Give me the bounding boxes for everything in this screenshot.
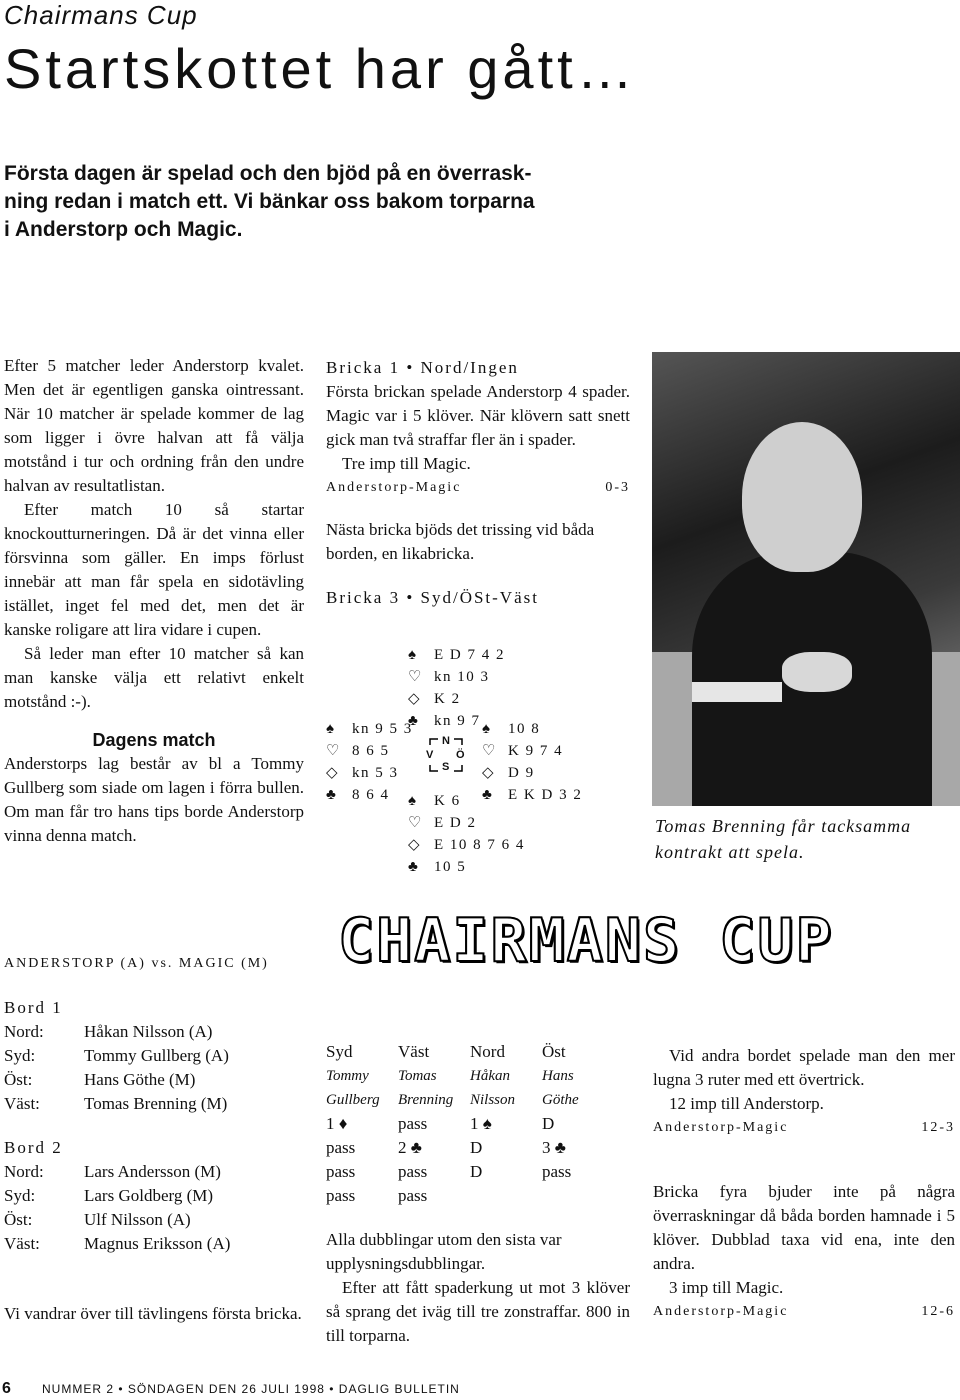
seat-row: Öst: Ulf Nilsson (A) xyxy=(4,1210,191,1229)
score-value: 0-3 xyxy=(605,480,630,495)
deal-west: ♠ kn 9 5 3 ♡ 8 6 5 ◇ kn 5 3 ♣ 8 6 4 xyxy=(326,721,413,803)
seat-row: Nord: Håkan Nilsson (A) xyxy=(4,1022,213,1041)
body-paragraph: 12 imp till Anderstorp. xyxy=(669,1094,824,1113)
score-label: Anderstorp-Magic xyxy=(326,480,462,495)
lead-line: Första dagen är spelad och den bjöd på en överrask- xyxy=(4,162,532,185)
body-paragraph: Tre imp till Magic. xyxy=(342,454,471,473)
lead-line: ning redan i match ett. Vi bänkar oss bakom torparna xyxy=(4,190,535,213)
compass-west: V xyxy=(426,749,434,761)
boards-list xyxy=(4,996,308,1326)
compass-east: Ö xyxy=(456,749,465,761)
score-line xyxy=(326,476,630,500)
score-label: Anderstorp-Magic xyxy=(653,1120,789,1135)
compass-north: N xyxy=(442,735,450,747)
compass-south: S xyxy=(442,761,450,773)
board-heading: Bricka 3 • Syd/ÖSt-Väst xyxy=(326,588,539,607)
body-paragraph: Första brickan spelade Anderstorp 4 spader. Magic var i 5 klöver. När klövern satt snett gick man två straffar fler än i spader. xyxy=(326,382,630,449)
body-paragraph: Alla dubblingar utom den sista var upplysningsdubblingar. xyxy=(326,1230,562,1273)
body-paragraph: Vi vandrar över till tävlingens första bricka. xyxy=(4,1304,302,1323)
deal-north: ♠ E D 7 4 2 ♡ kn 10 3 ◇ K 2 ♣ kn 9 7 xyxy=(408,647,505,729)
body-paragraph: Anderstorps lag består av bl a Tommy Gullberg som siade om lagen i förra bullen. Om man får tro hans tips borde Anderstorp vinna denna match. xyxy=(4,754,304,845)
compass-diagram xyxy=(428,737,464,773)
body-paragraph: Efter att fått spaderkung ut mot 3 klöver så sprang det iväg till tre zonstraffar. 800 in till torparna. xyxy=(326,1278,630,1345)
seat-row: Väst: Tomas Brenning (M) xyxy=(4,1094,228,1113)
board-heading: Bord 1 xyxy=(4,998,63,1017)
board-heading: Bord 2 xyxy=(4,1138,63,1157)
score-line xyxy=(653,1116,955,1140)
page-title: Startskottet har gått… xyxy=(4,37,637,100)
body-paragraph: Efter match 10 så startar knockoutturneringen. Då är det vinna eller försvinna som gäller. En imps förlust innebär att man får spela en sidotävling istället, inget fel med det, men det är kanske roligare att lira vidare i cupen. xyxy=(4,500,304,639)
score-label: Anderstorp-Magic xyxy=(653,1304,789,1319)
table-row: pass pass xyxy=(326,1186,428,1205)
seat-row: Väst: Magnus Eriksson (A) xyxy=(4,1234,231,1253)
deal-south: ♠ K 6 ♡ E D 2 ◇ E 10 8 7 6 4 ♣ 10 5 xyxy=(408,793,525,875)
seat-row: Syd: Lars Goldberg (M) xyxy=(4,1186,214,1205)
footer-text: NUMMER 2 • SÖNDAGEN DEN 26 JULI 1998 • DAGLIG BULLETIN xyxy=(42,1382,460,1396)
left-column xyxy=(4,354,304,848)
photo-caption: Tomas Brenning får tacksamma kontrakt att spela. xyxy=(655,816,912,862)
body-paragraph: Bricka fyra bjuder inte på några överraskningar då båda borden hamnade i 5 klöver. Dubblad taxa vid ena, inte den andra. xyxy=(653,1182,955,1273)
table-row: pass pass D pass xyxy=(326,1162,572,1181)
bidding-table: Syd Väst Nord Öst Tommy Tomas Håkan Hans Gullberg Brenning Nilsson Göthe 1 ♦ pass 1 ♠ D pass 2 ♣ D 3 ♣ pass pass D pass pass pass xyxy=(326,1040,614,1208)
matchup-label: ANDERSTORP (A) vs. MAGIC (M) xyxy=(4,956,269,971)
page-number: 6 xyxy=(2,1380,12,1397)
body-paragraph: Nästa bricka bjöds det trissing vid båda borden, en likabricka. xyxy=(326,520,595,563)
seat-row: Öst: Hans Göthe (M) xyxy=(4,1070,196,1089)
board-heading: Bricka 1 • Nord/Ingen xyxy=(326,358,519,377)
seat-row: Syd: Tommy Gullberg (A) xyxy=(4,1046,229,1065)
right-column xyxy=(653,1044,955,1324)
lead-paragraph xyxy=(4,160,644,244)
lead-line: i Anderstorp och Magic. xyxy=(4,218,243,241)
score-line xyxy=(653,1300,955,1324)
body-paragraph: 3 imp till Magic. xyxy=(669,1278,784,1297)
player-photo xyxy=(652,352,960,806)
score-value: 12-6 xyxy=(921,1304,955,1319)
chairmans-cup-logo: CHAIRMANS CUP xyxy=(338,906,834,976)
score-value: 12-3 xyxy=(921,1120,955,1135)
table-row: 1 ♦ pass 1 ♠ D xyxy=(326,1114,555,1133)
seat-row: Nord: Lars Andersson (M) xyxy=(4,1162,221,1181)
section-heading: Dagens match xyxy=(92,730,216,750)
page-footer xyxy=(0,1380,960,1400)
bidding-section xyxy=(326,1040,630,1348)
middle-column xyxy=(326,356,630,610)
body-paragraph: Efter 5 matcher leder Anderstorp kvalet. Men det är egentligen ganska ointressant. När 10 matcher är spelade kommer de lag som ligger i övre halvan att få välja motstånd i tur och ordning från den undre halvan av resultatlistan. xyxy=(4,356,304,495)
table-row: pass 2 ♣ D 3 ♣ xyxy=(326,1138,566,1157)
section-kicker: Chairmans Cup xyxy=(4,0,198,30)
body-paragraph: Så leder man efter 10 matcher så kan man kanske välja ett relativt enkelt motstånd :-). xyxy=(4,644,304,711)
body-paragraph: Vid andra bordet spelade man den mer lugna 3 ruter med ett övertrick. xyxy=(653,1046,955,1089)
deal-east: ♠ 10 8 ♡ K 9 7 4 ◇ D 9 ♣ E K D 3 2 xyxy=(482,721,583,803)
